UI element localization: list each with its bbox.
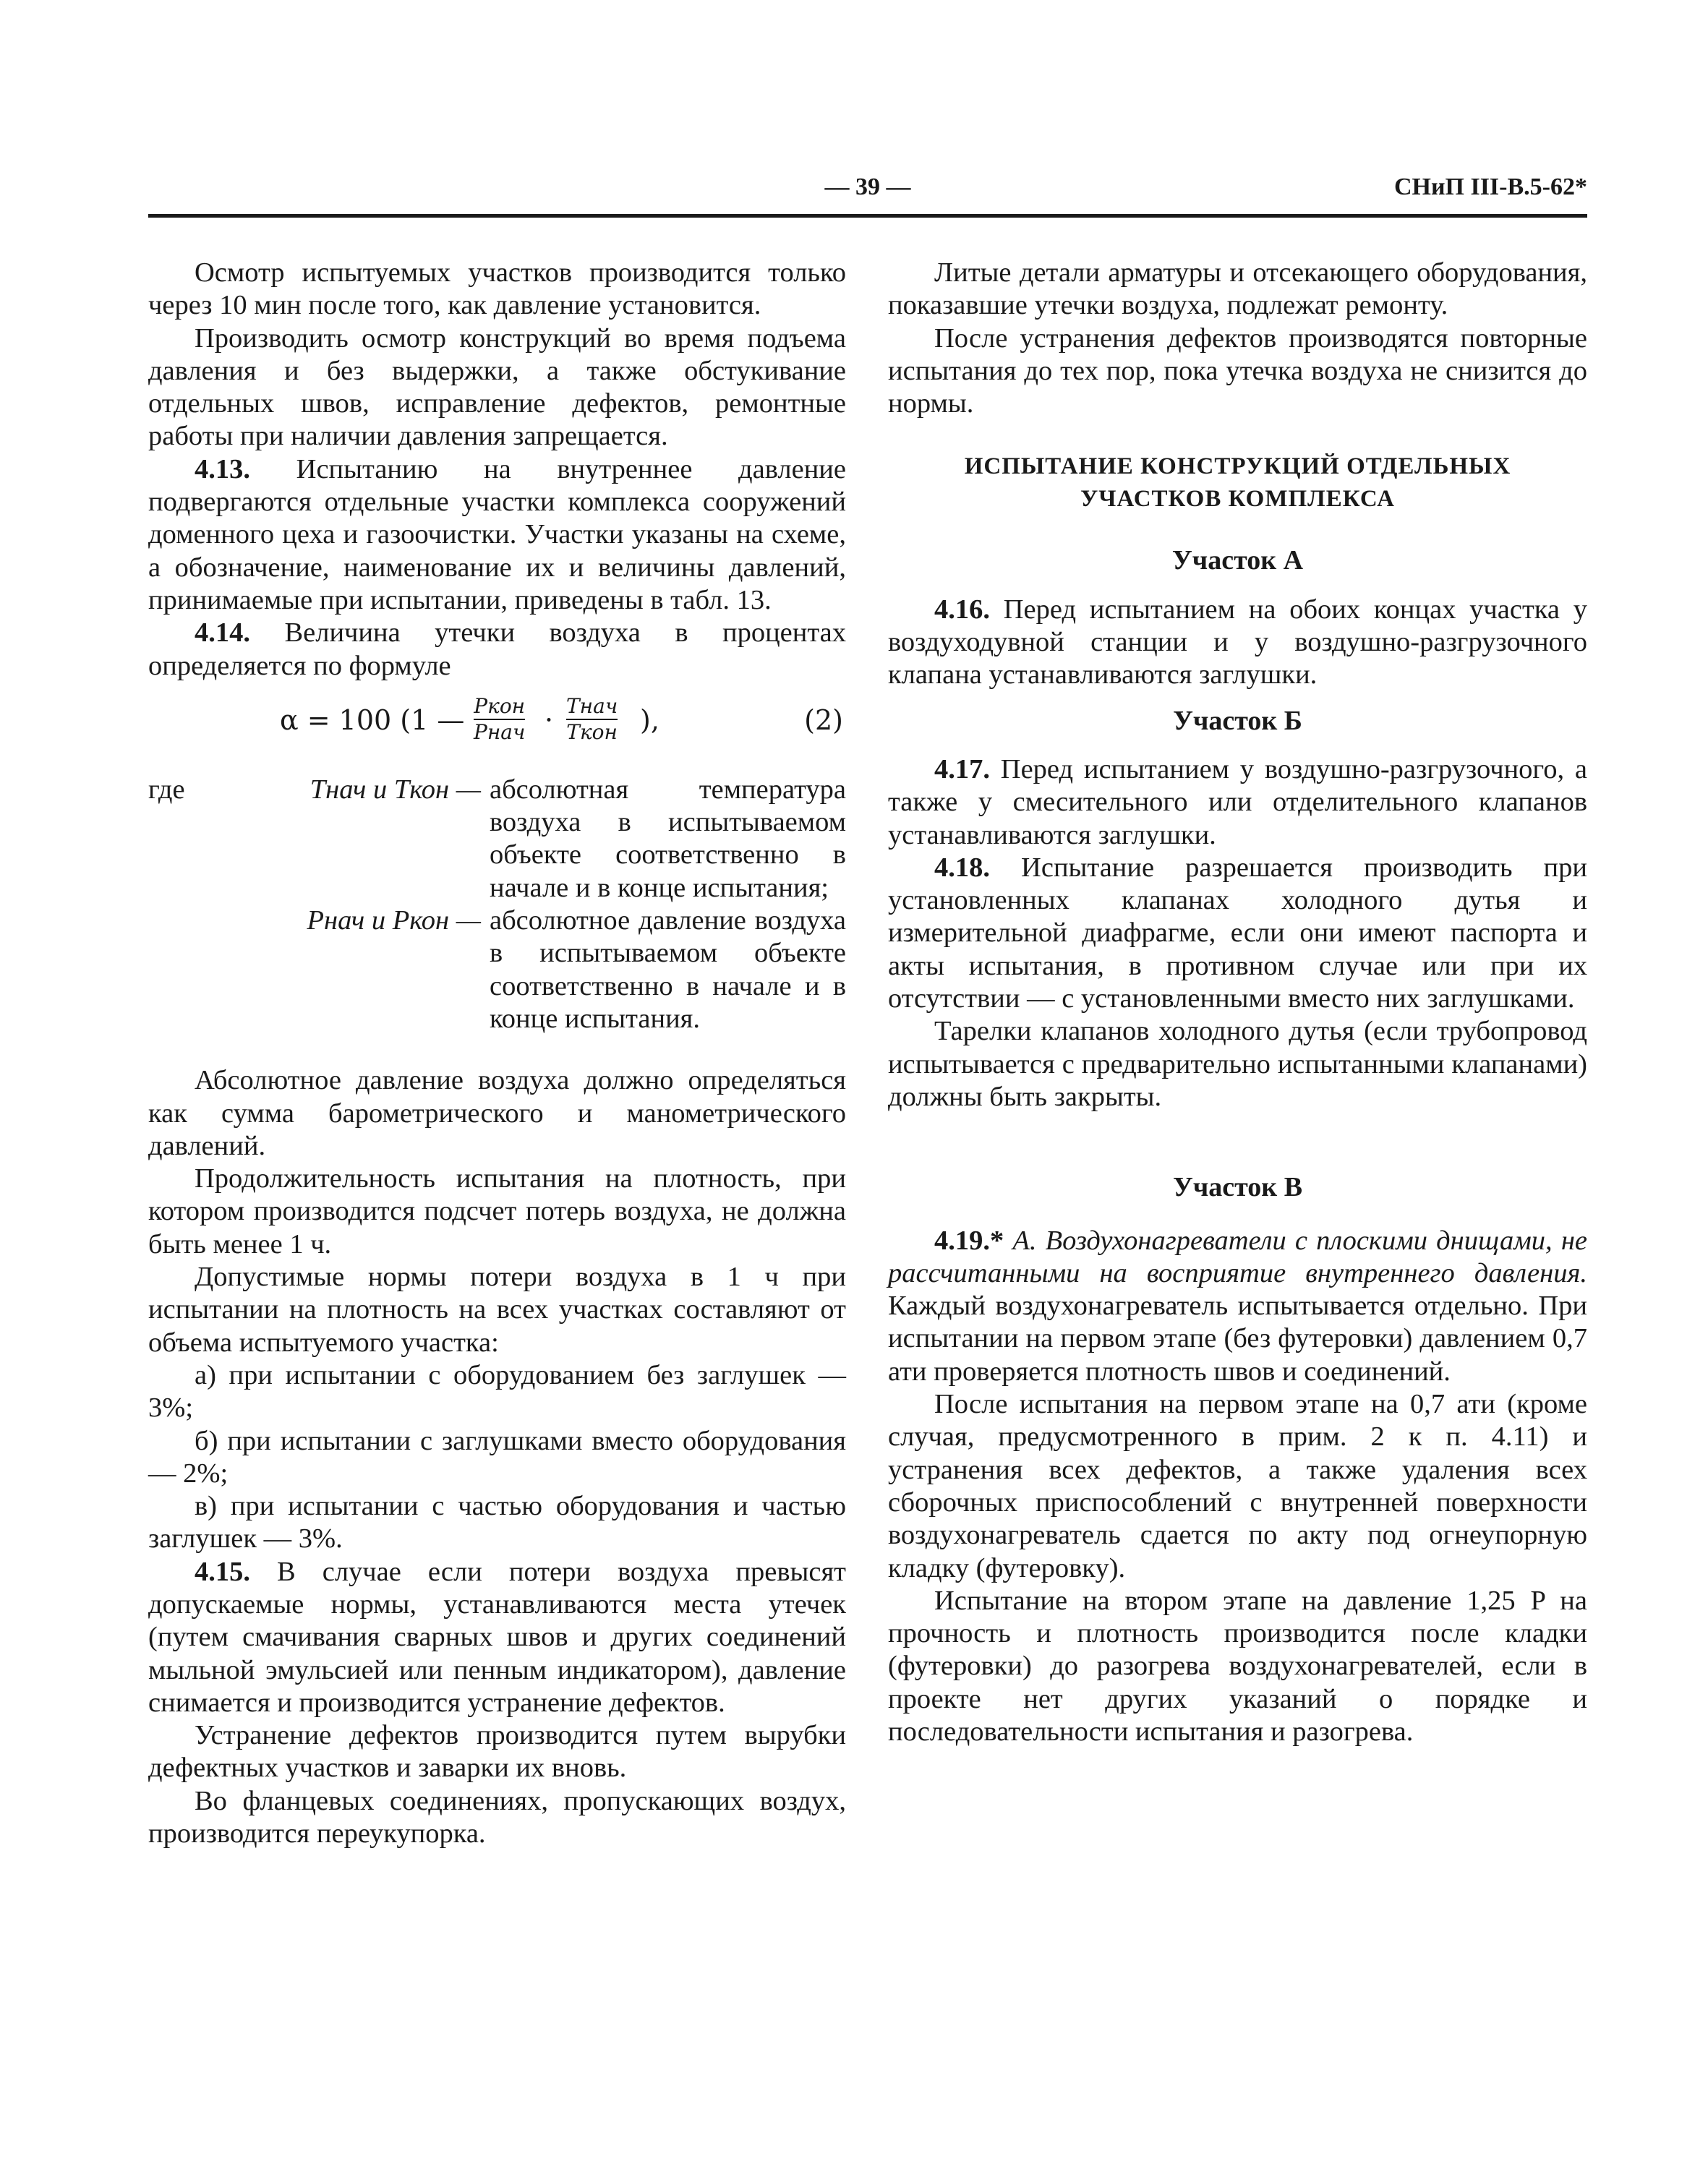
equation-number: (2)	[804, 703, 843, 736]
fraction-pressure	[474, 694, 525, 745]
formula-close: ),	[640, 703, 659, 736]
paragraph-4-18	[888, 852, 1587, 1015]
clause-text: Перед испытанием на обоих концах участка у воздуходувной станции и у воздушно-разгрузочного клапана устанавливаются заглушки.	[888, 594, 1587, 690]
numerator: Pкон	[474, 693, 526, 718]
clause-text: В случае если потери воздуха превысят допускаемые нормы, устанавливаются места утечек (путем смачивания сварных швов и других соединений мыльной эмульсией или пенным индикатором), давление снимается и производится устранение дефектов.	[148, 1556, 847, 1718]
formula-2	[148, 688, 846, 764]
definition-row	[148, 774, 846, 904]
clause-text: Величина утечки воздуха в процентах определяется по формуле	[148, 617, 846, 681]
paragraph: Литые детали арматуры и отсекающего оборудования, показавшие утечки воздуха, подлежат ремонту.	[888, 257, 1587, 321]
list-item: в) при испытании с частью оборудования и частью заглушек — 3%.	[148, 1491, 846, 1554]
paragraph: Производить осмотр конструкций во время подъема давления и без выдержки, а также обстукивание отдельных швов, исправление дефектов, ремонтные работы при наличии давления запрещается.	[148, 322, 846, 452]
paragraph-4-15	[148, 1556, 846, 1719]
definition-row	[148, 904, 846, 1035]
clause-text: Перед испытанием у воздушно-разгрузочного, а также у смесительного или отделительного клапанов устанавливаются заглушки.	[888, 753, 1587, 850]
clause-text: Каждый воздухонагреватель испытывается отдельно. При испытании на первом этапе (без футеровки) давлением 0,7 ати проверяется плотность швов и соединений.	[888, 1291, 1587, 1387]
denominator: Pнач	[474, 719, 526, 744]
paragraph-4-14	[148, 617, 846, 683]
clause-number: 4.15.	[195, 1556, 250, 1587]
paragraph: Абсолютное давление воздуха должно определяться как сумма барометрического и манометрического давлений.	[148, 1065, 846, 1161]
clause-number: 4.19.*	[934, 1225, 1004, 1256]
paragraph: Осмотр испытуемых участков производится только через 10 мин после того, как давление установится.	[148, 257, 846, 321]
paragraph: Устранение дефектов производится путем вырубки дефектных участков и заварки их вновь.	[148, 1720, 846, 1784]
right-column	[888, 257, 1587, 1748]
subsection-title-b: Участок Б	[1173, 705, 1302, 736]
header-rule	[148, 214, 1587, 218]
paragraph: Испытание на втором этапе на давление 1,25 P на прочность и плотность производится после кладки (футеровки) до разогрева воздухонагревателей, если в проекте нет других указаний о порядке и последовательности испытания и разогрева.	[888, 1585, 1587, 1747]
fraction-temperature	[566, 694, 618, 745]
paragraph-4-17	[888, 753, 1587, 852]
symbol-description: абсолютное давление воздуха в испытываемом объекте соответственно в начале и в конце испытания.	[490, 905, 846, 1034]
paragraph-4-19	[888, 1225, 1587, 1388]
paragraph: После испытания на первом этапе на 0,7 ати (кроме случая, предусмотренного в прим. 2 к п. 4.11) и устранения всех дефектов, а также удаления всех сборочных приспособлений с внутренней поверхности воздухонагреватель сдается по акту под огнеупорную кладку (футеровку).	[888, 1389, 1587, 1583]
document-code: СНиП III-В.5-62*	[1393, 174, 1587, 200]
symbol-description: абсолютная температура воздуха в испытываемом объекте соответственно в начале и в конце испытания;	[490, 774, 846, 903]
clause-number: 4.13.	[195, 453, 250, 484]
clause-number: 4.18.	[934, 852, 990, 883]
subsection-title-a: Участок А	[1171, 545, 1304, 576]
clause-italic-title: А. Воздухонагреватели с плоскими днищами, не рассчитанными на восприятие внутреннего давления.	[888, 1225, 1588, 1288]
paragraph: После устранения дефектов производятся повторные испытания до тех пор, пока утечка воздуха не снизится до нормы.	[888, 322, 1587, 419]
left-column	[148, 257, 846, 1850]
paragraph-4-13	[148, 453, 846, 617]
clause-number: 4.14.	[195, 617, 250, 649]
where-word: где	[148, 774, 185, 805]
list-item: б) при испытании с заглушками вместо оборудования — 2%;	[148, 1425, 846, 1489]
symbol: Tнач и Tкон —	[309, 774, 481, 805]
denominator: Tкон	[566, 719, 618, 744]
multiply-dot: ·	[545, 703, 554, 736]
subsection-title-v: Участок В	[1172, 1172, 1303, 1203]
paragraph: Допустимые нормы потери воздуха в 1 ч при испытании на плотность на всех участках составляют от объема испытуемого участка:	[148, 1262, 846, 1358]
paragraph: Продолжительность испытания на плотность, при котором производится подсчет потерь воздуха, не должна быть менее 1 ч.	[148, 1163, 846, 1259]
clause-number: 4.16.	[934, 594, 990, 625]
clause-number: 4.17.	[934, 753, 990, 784]
formula-lhs: α = 100 (1 —	[280, 703, 465, 736]
page-number: — 39 —	[824, 174, 911, 200]
clause-text: Испытание разрешается производить при установленных клапанах холодного дутья и измерительной диафрагме, если они имеют паспорта и акты испытания, в противном случае или при их отсутствии — с установленными вместо них заглушками.	[888, 852, 1588, 1014]
paragraph: Во фланцевых соединениях, пропускающих воздух, производится переукупорка.	[148, 1785, 846, 1849]
list-item: а) при испытании с оборудованием без заглушек — 3%;	[148, 1359, 846, 1424]
clause-text: Испытанию на внутреннее давление подвергаются отдельные участки комплекса сооружений доменного цеха и газоочистки. Участки указаны на схеме, а обозначение, наименование их и величины давлений, принимаемые при испытании, приведены в табл. 13.	[148, 453, 846, 615]
paragraph: Тарелки клапанов холодного дутья (если трубопровод испытывается с предварительно испытанными клапанами) должны быть закрыты.	[888, 1016, 1587, 1112]
where-definitions	[148, 774, 846, 1035]
numerator: Tнач	[566, 693, 618, 718]
symbol: Pнач и Pкон —	[307, 905, 481, 936]
page-header	[148, 174, 1587, 214]
section-title: ИСПЫТАНИЕ КОНСТРУКЦИЙ ОТДЕЛЬНЫХ УЧАСТКОВ КОМПЛЕКСА	[964, 453, 1511, 513]
paragraph-4-16	[888, 594, 1587, 692]
